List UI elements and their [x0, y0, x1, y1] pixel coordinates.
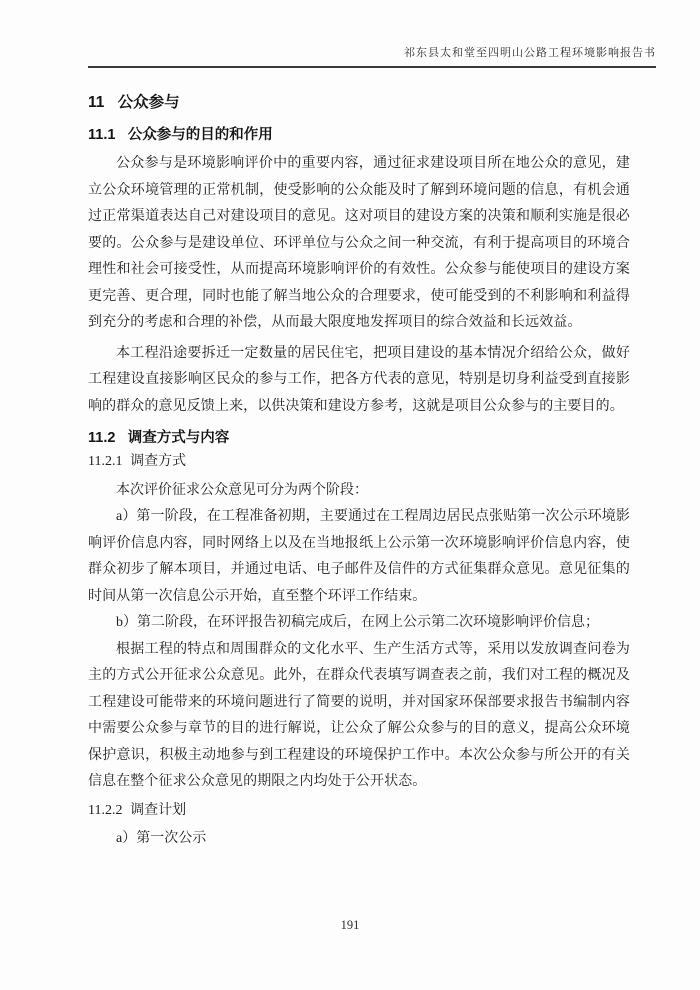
running-header-title: 祁东县太和堂至四明山公路工程环境影响报告书 — [404, 47, 656, 59]
heading-11-2-2 — [88, 798, 630, 825]
heading-11-2-number: 11.2 — [88, 430, 116, 446]
heading-11-2-title: 调查方式与内容 — [127, 430, 230, 446]
paragraph-purpose-1: 公众参与是环境影响评价中的重要内容，通过征求建设项目所在地公众的意见，建立公众环境管理的正常机制，使受影响的公众能及时了解到环境问题的信息，有机会通过正常渠道表达自己对建设项目的意见。这对项目的建设方案的决策和顺利实施是很必要的。公众参与是建设单位、环评单位与公众之间一种交流，有利于提高项目的环境合理性和社会可接受性，从而提高环境影响评价的有效性。公众参与能使项目的建设方案更完善、更合理，同时也能了解当地公众的合理要求，使可能受到的不利影响和利益得到充分的考虑和合理的补偿，从而最大限度地发挥项目的综合效益和长远效益。 — [88, 156, 630, 330]
page-footer — [0, 918, 700, 933]
heading-11-2-1 — [88, 449, 630, 476]
paragraph-survey-intro: 本次评价征求公众意见可分为两个阶段： — [116, 482, 368, 498]
page-content — [88, 82, 630, 853]
heading-11-2 — [88, 426, 630, 447]
heading-11-title: 公众参与 — [117, 94, 180, 111]
paragraph-stage-b: b）第二阶段，在环评报告初稿完成后，在网上公示第二次环境影响评价信息； — [116, 615, 599, 630]
heading-11-1-number: 11.1 — [88, 127, 116, 143]
paragraph-first-announcement: a）第一次公示 — [116, 831, 207, 846]
running-header — [88, 44, 656, 68]
paragraph-purpose-2: 本工程沿途要拆迁一定数量的居民住宅，把项目建设的基本情况介绍给公众，做好工程建设直接影响区民众的参与工作，把各方代表的意见，特别是切身利益受到直接影响的群众的意见反馈上来，以供决策和建设方参考，这就是项目公众参与的主要目的。 — [88, 345, 630, 414]
heading-11-2-2-number: 11.2.2 — [88, 802, 123, 818]
heading-11-number: 11 — [88, 94, 105, 111]
heading-11-1 — [88, 123, 630, 144]
heading-11-2-1-title: 调查方式 — [130, 454, 187, 469]
heading-11 — [88, 90, 630, 112]
heading-11-2-2-title: 调查计划 — [130, 802, 187, 818]
paragraph-stage-a: a）第一阶段，在工程准备初期，主要通过在工程周边居民点张贴第一次公示环境影响评价信息内容，同时网络上以及在当地报纸上公示第一次环境影响评价信息内容，使群众初步了解本项目，并通过电话、电子邮件及信件的方式征集群众意见。意见征集的时间从第一次信息公示开始，直至整个环评工作结束。 — [88, 509, 630, 604]
heading-11-1-title: 公众参与的目的和作用 — [127, 127, 273, 143]
page-number: 191 — [340, 918, 360, 932]
heading-11-2-1-number: 11.2.1 — [88, 454, 123, 469]
paragraph-method-detail: 根据工程的特点和周围群众的文化水平、生产生活方式等，采用以发放调查问卷为主的方式公开征求公众意见。此外，在群众代表填写调查表之前，我们对工程的概况及工程建设可能带来的环境问题进行了简要的说明，并对国家环保部要求报告书编制内容中需要公众参与章节的目的进行解说，让公众了解公众参与的目的意义，提高公众环境保护意识，积极主动地参与到工程建设的环境保护工作中。本次公众参与所公开的有关信息在整个征求公众意见的期限之内均处于公开状态。 — [88, 641, 630, 789]
